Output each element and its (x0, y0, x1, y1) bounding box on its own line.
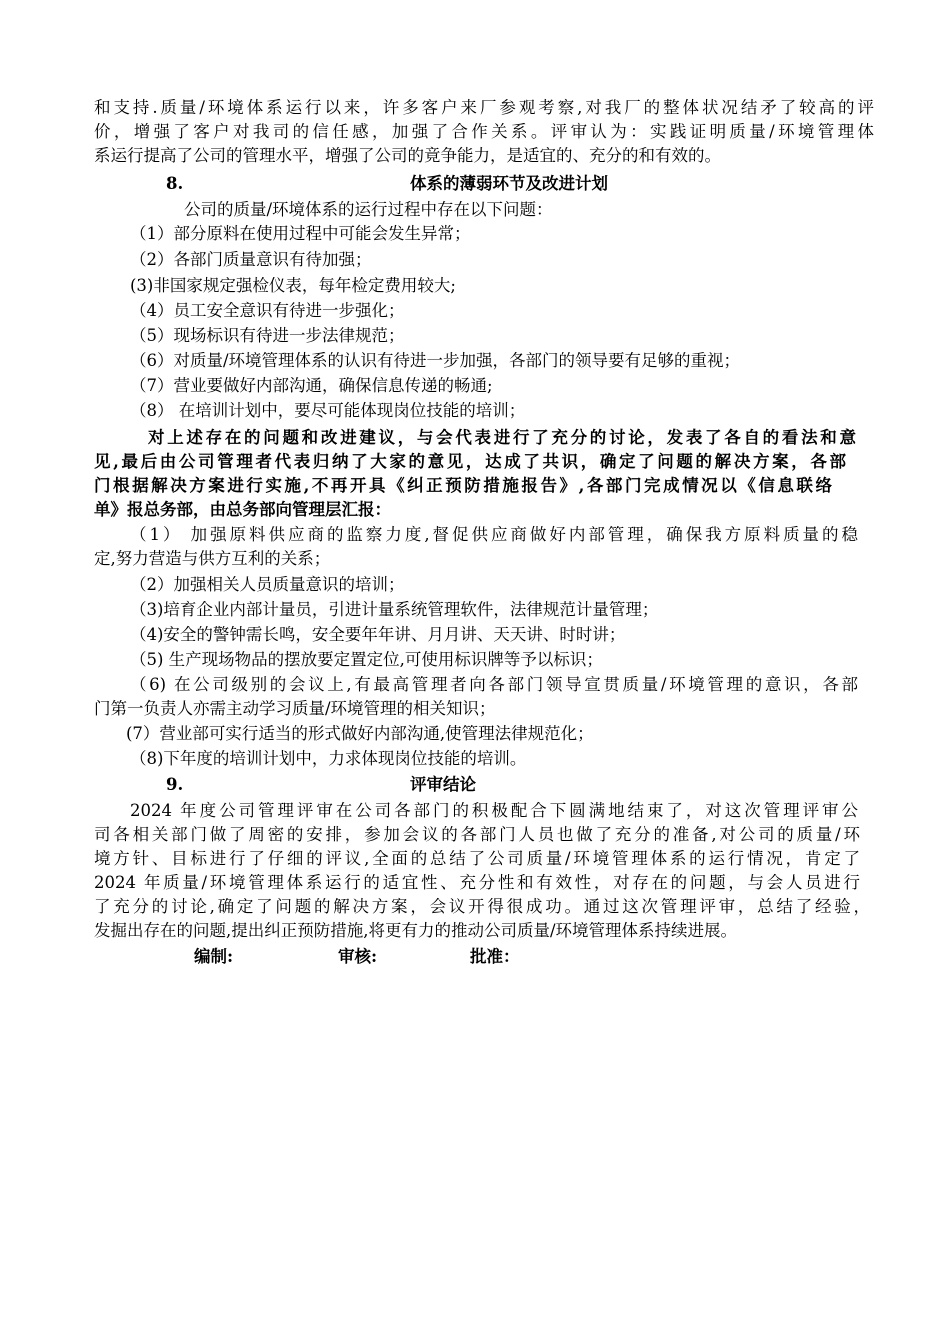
reviewed-by-label: 审核: (338, 947, 378, 966)
problem-item: (3)非国家规定强检仪表，每年检定费用较大; (130, 276, 456, 295)
section-9-title: 评审结论 (410, 775, 476, 794)
conclusion-line-3: 境方针、目标进行了仔细的评议,全面的总结了公司质量/环境管理体系的运行情况，肯定了 (94, 849, 860, 868)
summary-line-1: 对上述存在的问题和改进建议，与会代表进行了充分的讨论，发表了各自的看法和意 (148, 428, 856, 447)
measure-item: （6) 在公司级别的会议上,有最高管理者向各部门领导宣贯质量/环境管理的意识，各部 (130, 675, 858, 694)
measure-item: （4)安全的警钟需长鸣，安全要年年讲、月月讲、天天讲、时时讲； (130, 625, 626, 644)
conclusion-line-2: 司各相关部门做了周密的安排，参加会议的各部门人员也做了充分的准备,对公司的质量/环 (94, 825, 860, 844)
problem-item: （4）员工安全意识有待进一步强化； (130, 301, 405, 320)
measure-item: （1） 加强原料供应商的监察力度,督促供应商做好内部管理，确保我方原料质量的稳 (130, 525, 858, 544)
measure-item: 定,努力营造与供方互利的关系； (94, 549, 331, 568)
intro-line-1: 和支持.质量/环境体系运行以来，许多客户来厂参观考察,对我厂的整体状况结矛了较高的评 (94, 98, 874, 117)
problem-item: （1）部分原料在使用过程中可能会发生异常； (130, 224, 471, 243)
measure-item: 门第一负责人亦需主动学习质量/环境管理的相关知识； (94, 699, 496, 718)
conclusion-line-4: 2024 年质量/环境管理体系运行的适宜性、充分性和有效性，对存在的问题，与会人员进行 (94, 873, 860, 892)
measure-item: （8)下年度的培训计划中，力求体现岗位技能的培训。 (130, 749, 527, 768)
measure-item: （2）加强相关人员质量意识的培训； (130, 575, 405, 594)
problem-item: （7）营业要做好内部沟通，确保信息传递的畅通; (130, 376, 493, 395)
measure-item: (7）营业部可实行适当的形式做好内部沟通,使管理法律规范化； (126, 724, 594, 743)
measure-item: （3)培育企业内部计量员，引进计量系统管理软件，法律规范计量管理； (130, 600, 659, 619)
summary-line-4: 单》报总务部，由总务部向管理层汇报： (94, 500, 391, 519)
measure-item: （5) 生产现场物品的摆放要定置定位,可使用标识牌等予以标识； (130, 650, 603, 669)
section-9-number: 9. (166, 775, 184, 794)
summary-line-2: 见,最后由公司管理者代表归纳了大家的意见，达成了共识，确定了问题的解决方案，各部 (94, 452, 846, 471)
intro-line-2: 价，增强了客户对我司的信任感，加强了合作关系。评审认为：实践证明质量/环境管理体 (94, 122, 874, 141)
problem-item: （6）对质量/环境管理体系的认识有待进一步加强，各部门的领导要有足够的重视； (130, 351, 741, 370)
intro-line-3: 系运行提高了公司的管理水平，增强了公司的竟争能力，是适宜的、充分的和有效的。 (94, 146, 721, 165)
approved-by-label: 批准： (470, 947, 520, 966)
problem-item: （8） 在培训计划中，要尽可能体现岗位技能的培训； (130, 401, 526, 420)
prepared-by-label: 编制: (194, 947, 234, 966)
section-8-lead: 公司的质量/环境体系的运行过程中存在以下问题： (184, 200, 553, 219)
problem-item: （2）各部门质量意识有待加强； (130, 250, 372, 269)
summary-line-3: 门根据解决方案进行实施,不再开具《纠正预防措施报告》,各部门完成情况以《信息联络 (94, 476, 832, 495)
problem-item: （5）现场标识有待进一步法律规范； (130, 326, 405, 345)
section-8-number: 8. (166, 174, 184, 193)
section-8-title: 体系的薄弱环节及改进计划 (410, 174, 608, 193)
conclusion-line-5: 了充分的讨论,确定了问题的解决方案，会议开得很成功。通过这次管理评审，总结了经验， (94, 897, 870, 916)
conclusion-line-6: 发掘出存在的问题,提出纠正预防措施,将更有力的推动公司质量/环境管理体系持续进展。 (94, 921, 738, 940)
conclusion-line-1: 2024 年度公司管理评审在公司各部门的积极配合下圆满地结束了，对这次管理评审公 (130, 801, 858, 820)
